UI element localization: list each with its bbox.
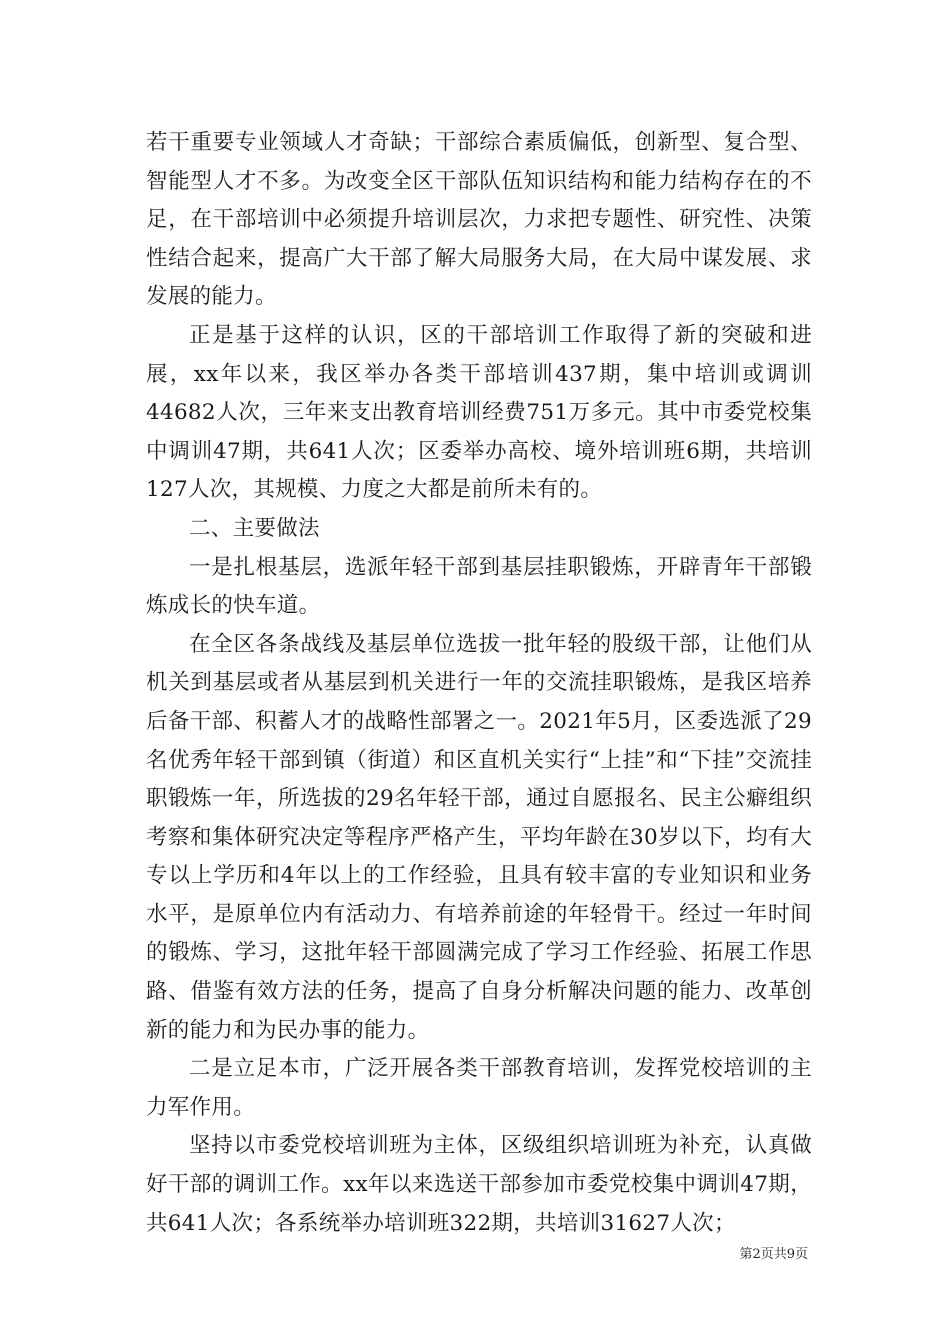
document-body	[146, 124, 812, 1243]
section-heading-main-practices: 二、主要做法	[189, 515, 320, 541]
paragraph-1: 若干重要专业领域人才奇缺；干部综合素质偏低，创新型、复合型、智能型人才不多。为改变全区干部队伍知识结构和能力结构存在的不足，在干部培训中必须提升培训层次，力求把专题性、研究性、决策性结合起来，提高广大干部了解大局服务大局，在大局中谋发展、求发展的能力。	[146, 130, 812, 310]
paragraph-local-training-detail: 坚持以市委党校培训班为主体，区级组织培训班为补充，认真做好干部的调训工作。xx年以来选送干部参加市委党校集中调训47期，共641人次；各系统举办培训班322期，共培训31627人次；	[146, 1133, 812, 1236]
page-number-footer: 第2页共9页	[739, 1247, 808, 1262]
subheading-local-training: 二是立足本市，广泛开展各类干部教育培训，发挥党校培训的主力军作用。	[146, 1056, 812, 1120]
paragraph-grassroots-detail: 在全区各条战线及基层单位选拔一批年轻的股级干部，让他们从机关到基层或者从基层到机关进行一年的交流挂职锻炼，是我区培养后备干部、积蓄人才的战略性部署之一。2021年5月，区委选派了29名优秀年轻干部到镇（街道）和区直机关实行“上挂”和“下挂”交流挂职锻炼一年，所选拔的29名年轻干部，通过自愿报名、民主公癖组织考察和集体研究决定等程序严格产生，平均年龄在30岁以下，均有大专以上学历和4年以上的工作经验，且具有较丰富的专业知识和业务水平，是原单位内有活动力、有培养前途的年轻骨干。经过一年时间的锻炼、学习，这批年轻干部圆满完成了学习工作经验、拓展工作思路、借鉴有效方法的任务，提高了自身分析解决问题的能力、改革创新的能力和为民办事的能力。	[146, 631, 812, 1043]
subheading-grassroots: 一是扎根基层，选派年轻干部到基层挂职锻炼，开辟青年干部锻炼成长的快车道。	[146, 554, 812, 619]
paragraph-2: 正是基于这样的认识，区的干部培训工作取得了新的突破和进展，xx年以来，我区举办各类干部培训437期，集中培训或调训44682人次，三年来支出教育培训经费751万多元。其中市委党校集中调训47期，共641人次；区委举办高校、境外培训班6期，共培训127人次，其规模、力度之大都是前所未有的。	[146, 322, 812, 503]
